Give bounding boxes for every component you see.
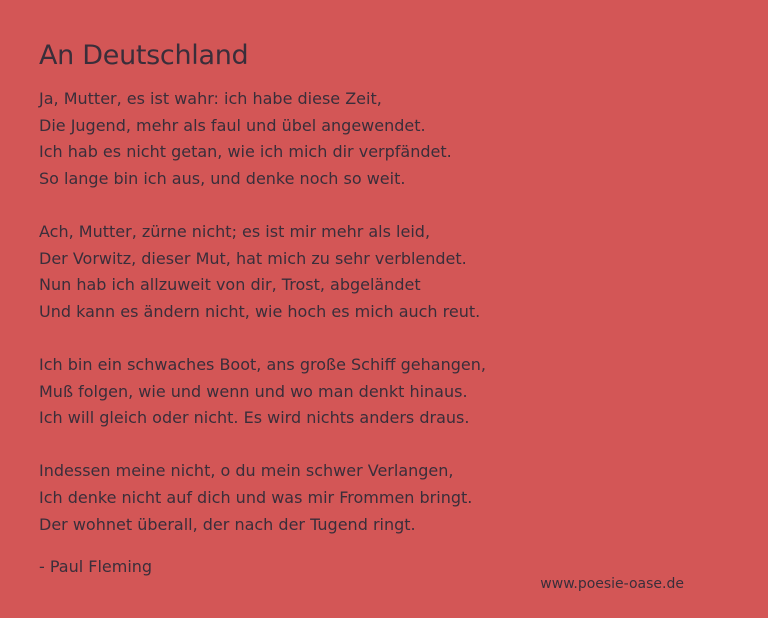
stanza-1	[39, 86, 486, 192]
poem-line: Ich denke nicht auf dich und was mir Frommen bringt.	[39, 487, 473, 507]
poem-line: Ich bin ein schwaches Boot, ans große Schiff gehangen,	[39, 354, 486, 374]
poem-line: Ja, Mutter, es ist wahr: ich habe diese Zeit,	[39, 89, 382, 108]
stanza-4	[39, 458, 486, 538]
stanza-2	[39, 219, 486, 325]
poem-line: Und kann es ändern nicht, wie hoch es mich auch reut.	[39, 301, 481, 321]
poem-line: So lange bin ich aus, und denke noch so weit.	[39, 168, 406, 188]
poem-line: Der wohnet überall, der nach der Tugend ringt.	[39, 514, 416, 534]
poem-line: Ach, Mutter, zürne nicht; es ist mir mehr als leid,	[39, 221, 431, 241]
poem-title: An Deutschland	[39, 40, 249, 71]
poem-line: Ich will gleich oder nicht. Es wird nichts anders draus.	[39, 408, 470, 428]
poem-line: Indessen meine nicht, o du mein schwer Verlangen,	[39, 461, 454, 481]
stanza-3	[39, 352, 486, 432]
website-credit: www.poesie-oase.de	[540, 576, 684, 592]
poem-line: Nun hab ich allzuweit von dir, Trost, abgeländet	[39, 275, 421, 295]
poem-line: Ich hab es nicht getan, wie ich mich dir verpfändet.	[39, 142, 452, 162]
poem-line: Die Jugend, mehr als faul und übel angewendet.	[39, 115, 426, 135]
poem-author: - Paul Fleming	[39, 557, 153, 576]
poem-line: Muß folgen, wie und wenn und wo man denkt hinaus.	[39, 381, 468, 401]
poem-line: Der Vorwitz, dieser Mut, hat mich zu sehr verblendet.	[39, 248, 467, 268]
poem-body	[39, 86, 486, 565]
